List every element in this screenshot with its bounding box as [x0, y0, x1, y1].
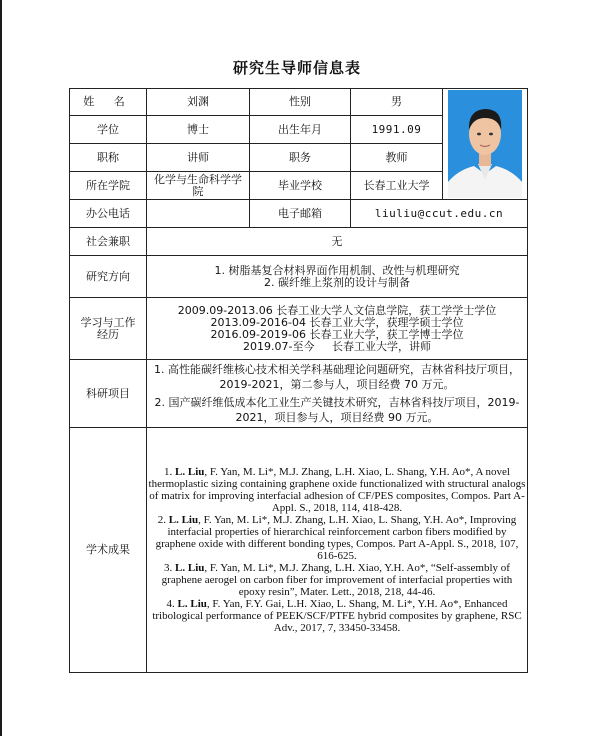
projects-list [147, 360, 528, 428]
label-position: 职务 [250, 144, 351, 172]
value-social: 无 [147, 228, 528, 256]
value-position: 教师 [351, 144, 443, 172]
value-school: 长春工业大学 [351, 172, 443, 200]
research-item: 2. 碳纤维上浆剂的设计与制备 [264, 275, 410, 289]
value-title: 讲师 [147, 144, 250, 172]
education-item: 2016.09-2019-06 长春工业大学，获工学博士学位 [210, 327, 464, 341]
label-school: 毕业学校 [250, 172, 351, 200]
publication-author: L. Liu [175, 562, 205, 574]
row-education [70, 298, 528, 360]
publication-author: L. Liu [175, 466, 205, 478]
value-email: liuliu@ccut.edu.cn [351, 200, 528, 228]
label-email: 电子邮箱 [250, 200, 351, 228]
page-edge [0, 0, 2, 736]
value-college: 化学与生命科学学院 [147, 172, 250, 200]
photo-cell [443, 89, 528, 200]
research-list [147, 256, 528, 298]
label-name: 姓 名 [70, 89, 147, 116]
research-item: 1. 树脂基复合材料界面作用机制、改性与机理研究 [214, 263, 460, 277]
value-gender: 男 [351, 89, 443, 116]
label-phone: 办公电话 [70, 200, 147, 228]
label-birth: 出生年月 [250, 116, 351, 144]
value-name: 刘渊 [147, 89, 250, 116]
project-item: 2. 国产碳纤维低成本化工业生产关键技术研究，吉林省科技厅项目，2019-2021，项目参与人，项目经费 90 万元。 [154, 396, 520, 424]
value-degree: 博士 [147, 116, 250, 144]
label-degree: 学位 [70, 116, 147, 144]
portrait-photo [448, 90, 522, 198]
project-item: 1. 高性能碳纤维核心技术相关学科基础理论问题研究，吉林省科技厅项目，2019-2021，第二参与人，项目经费 70 万元。 [154, 363, 520, 391]
publication-item: 4. L. Liu, F. Yan, F.Y. Gai, L.H. Xiao, L. Shang, M. Li*, Y.H. Ao*, Enhanced tribological performance of PEEK/SCF/PTFE hybrid composites by graphene, RSC Adv., 2017, 7, 33450-33458. [152, 598, 522, 634]
publication-author: L. Liu [177, 598, 207, 610]
publication-item: 2. L. Liu, F. Yan, M. Li*, M.J. Zhang, L.H. Xiao, L. Shang, Y.H. Ao*, Improving interfacial properties of hierarchical reinforcement carbon fibers modified by graphene oxide with different bonding types, Compos. Part A-Appl. S., 2018, 107, 616-625. [155, 514, 519, 562]
page-title: 研究生导师信息表 [232, 59, 361, 77]
education-item: 2013.09-2016-04 长春工业大学，获理学硕士学位 [210, 315, 464, 329]
row-social [70, 228, 528, 256]
publication-author: L. Liu [168, 514, 199, 526]
label-college: 所在学院 [70, 172, 147, 200]
label-social: 社会兼职 [70, 228, 147, 256]
publication-item: 1. L. Liu, F. Yan, M. Li*, M.J. Zhang, L.H. Xiao, L. Shang, Y.H. Ao*, A novel thermoplastic sizing containing graphene oxide functionalized with structural analogs of matrix for improving interfacial adhesion of CF/PES composites, Compos. Part A-Appl. S., 2018, 114, 418-428. [148, 466, 526, 514]
row-contact [70, 200, 528, 228]
row-name [70, 89, 528, 116]
value-birth: 1991.09 [351, 116, 443, 144]
education-list [147, 298, 528, 360]
label-education: 学习与工作经历 [70, 298, 147, 360]
label-title: 职称 [70, 144, 147, 172]
publication-item: 3. L. Liu, F. Yan, M. Li*, M.J. Zhang, L.H. Xiao, Y.H. Ao*, “Self-assembly of graphene aerogel on carbon fiber for improvement of interfacial properties with epoxy resin”, Mater. Lett., 2018, 218, 44-46. [161, 562, 513, 598]
publications-list [147, 428, 528, 673]
row-publications [70, 428, 528, 673]
value-phone [147, 200, 250, 228]
label-gender: 性别 [250, 89, 351, 116]
education-item: 2019.07-至今 长春工业大学，讲师 [243, 339, 431, 353]
education-item: 2009.09-2013.06 长春工业大学人文信息学院，获工学学士学位 [177, 303, 497, 317]
row-research [70, 256, 528, 298]
label-research: 研究方向 [70, 256, 147, 298]
info-table [69, 88, 528, 673]
label-projects: 科研项目 [70, 360, 147, 428]
label-publications: 学术成果 [70, 428, 147, 673]
row-projects [70, 360, 528, 428]
